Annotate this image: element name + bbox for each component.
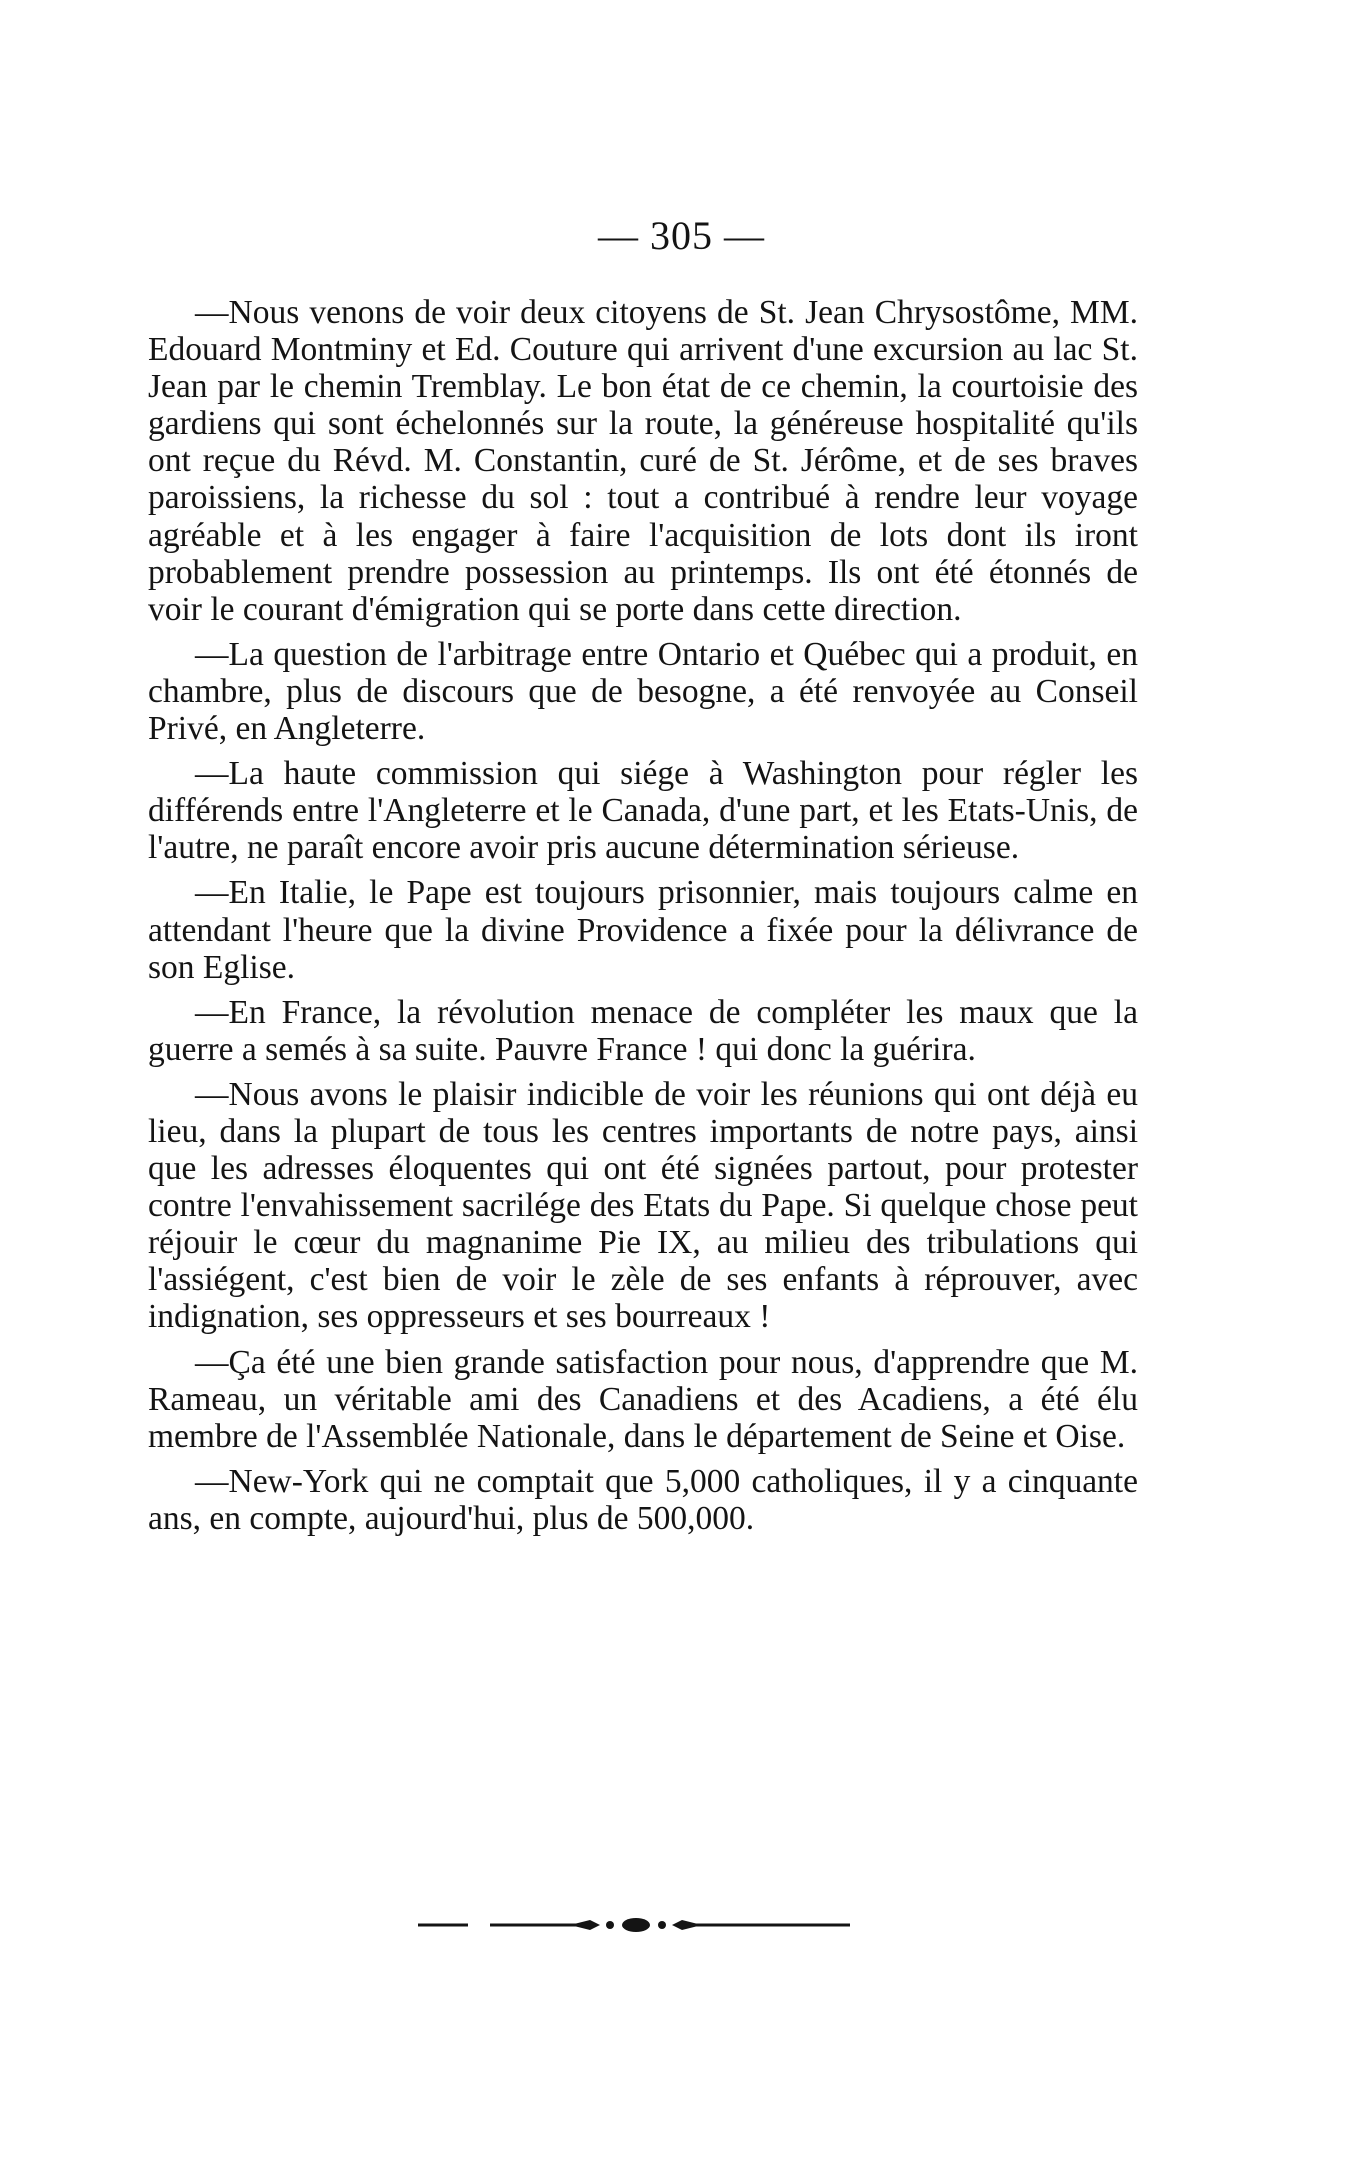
paragraph-rameau-election: —Ça été une bien grande satisfaction pour nous, d'apprendre que M. Rameau, un véritable ami des Canadiens et des Acadiens, a été élu membre de l'Assemblée Nationale, dans le département de Seine et Oise. <box>148 1343 1138 1455</box>
paragraph-chrysostome-travellers: —Nous venons de voir deux citoyens de St. Jean Chrysostôme, MM. Edouard Montminy et Ed. Couture qui arrivent d'une excursion au lac St. Jean par le chemin Tremblay. Le bon état de ce chemin, la courtoisie des gardiens qui sont échelonnés sur la route, la généreuse hospitalité qu'ils ont reçue du Révd. M. Constantin, curé de St. Jérôme, et de ses braves paroissiens, la richesse du sol : tout a contribué à rendre leur voyage agréable et à les engager à faire l'acquisition de lots dont ils iront probablement prendre possession au printemps. Ils ont été étonnés de voir le courant d'émigration qui se porte dans cette direction. <box>148 294 1138 628</box>
paragraph-protest-meetings: —Nous avons le plaisir indicible de voir les réunions qui ont déjà eu lieu, dans la plupart de tous les centres importants de notre pays, ainsi que les adresses éloquentes qui ont été signées partout, pour protester contre l'envahissement sacrilége des Etats du Pape. Si quelque chose peut réjouir le cœur du magnanime Pie IX, au milieu des tribulations qui l'assiégent, c'est bien de voir le zèle de ses enfants à réprouver, avec indignation, ses oppresseurs et ses bourreaux ! <box>148 1075 1138 1336</box>
paragraph-washington-commission: —La haute commission qui siége à Washington pour régler les différends entre l'Angleterre et le Canada, d'une part, et les Etats-Unis, de l'autre, ne paraît encore avoir pris aucune détermination sérieuse. <box>148 755 1138 867</box>
paragraph-italy-pope: —En Italie, le Pape est toujours prisonnier, mais toujours calme en attendant l'heure que la divine Providence a fixée pour la délivrance de son Eglise. <box>148 874 1138 986</box>
paragraph-new-york-catholics: —New-York qui ne comptait que 5,000 catholiques, il y a cinquante ans, en compte, aujourd'hui, plus de 500,000. <box>148 1462 1138 1537</box>
paragraph-arbitration-question: —La question de l'arbitrage entre Ontario et Québec qui a produit, en chambre, plus de discours que de besogne, a été renvoyée au Conseil Privé, en Angleterre. <box>148 635 1138 748</box>
page-number: — 305 — <box>598 213 765 258</box>
paragraph-france-revolution: —En France, la révolution menace de compléter les maux que la guerre a semés à sa suite. Pauvre France ! qui donc la guérira. <box>148 993 1138 1068</box>
end-ornament <box>0 1910 1363 1940</box>
text-body <box>148 294 1138 1545</box>
